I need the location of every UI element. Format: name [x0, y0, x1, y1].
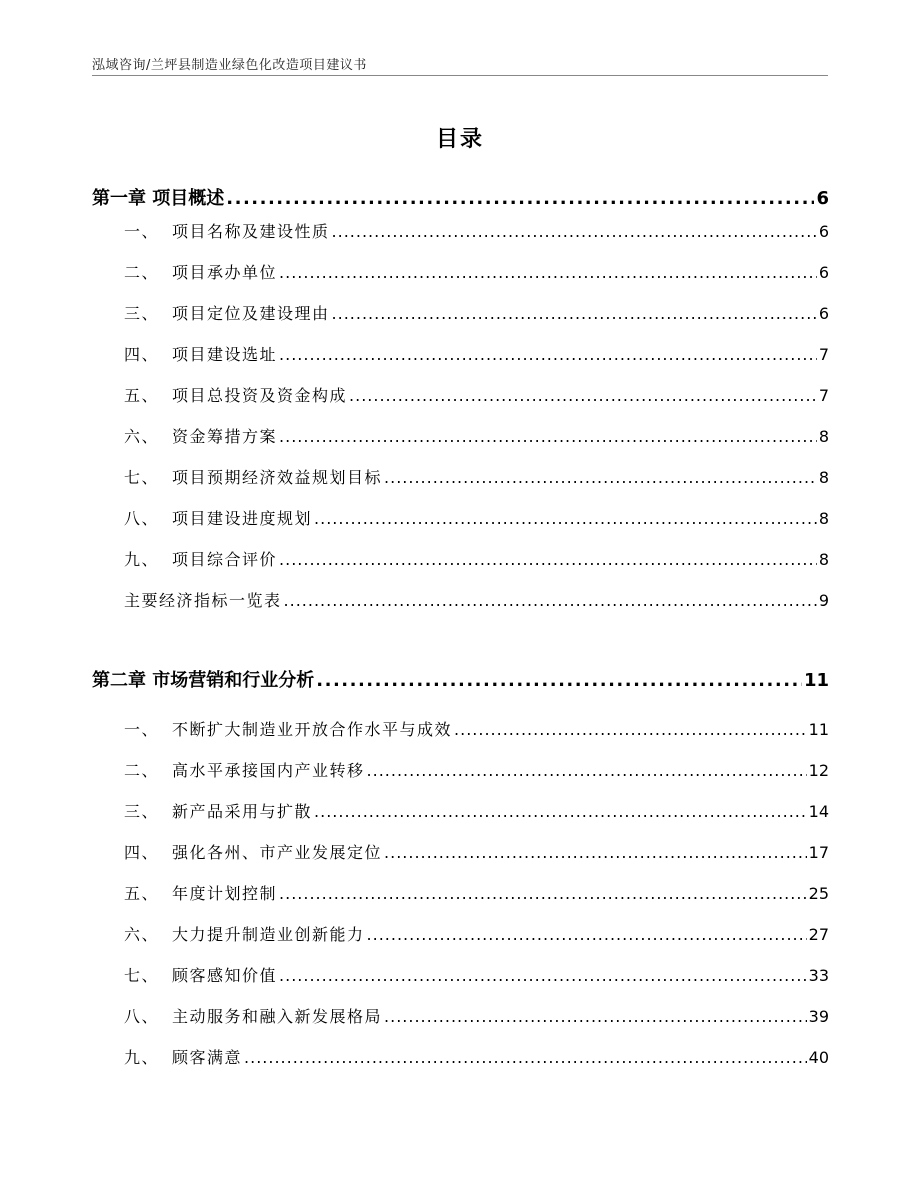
toc-entry[interactable] [92, 301, 829, 324]
toc-leader-dots [384, 843, 807, 862]
toc-entry-number: 四、 [124, 345, 160, 364]
toc-leader-dots [384, 468, 817, 487]
toc-chapter-title: 第一章 项目概述 [92, 188, 225, 209]
toc-page-number: 17 [808, 843, 829, 862]
toc-entry[interactable] [92, 424, 829, 447]
toc-leader-dots [279, 884, 807, 903]
toc-entry-number: 九、 [124, 550, 160, 569]
toc-entry-number: 八、 [124, 509, 160, 528]
header-divider [92, 75, 828, 76]
toc-leader-dots [367, 761, 807, 780]
toc-entry[interactable] [92, 881, 829, 904]
toc-leader-dots [332, 304, 817, 323]
toc-page-number: 12 [808, 761, 829, 780]
toc-entry-number: 九、 [124, 1048, 160, 1067]
toc-page-number: 8 [818, 509, 829, 528]
toc-entry-title: 资金筹措方案 [172, 427, 278, 446]
toc-entry[interactable] [92, 922, 829, 945]
toc-entry-title: 强化各州、市产业发展定位 [172, 843, 383, 862]
toc-leader-dots [279, 550, 817, 569]
running-header: 泓域咨询/兰坪县制造业绿色化改造项目建议书 [92, 58, 367, 73]
toc-entry-number: 七、 [124, 468, 160, 487]
toc-page-number: 33 [808, 966, 829, 985]
toc-entry-number: 八、 [124, 1007, 160, 1026]
toc-entry-number: 二、 [124, 263, 160, 282]
toc-entry-title: 新产品采用与扩散 [172, 802, 313, 821]
toc-entry-number: 一、 [124, 222, 160, 241]
page-title: 目录 [435, 127, 484, 152]
toc-entry[interactable] [92, 840, 829, 863]
toc-entry-title: 项目名称及建设性质 [172, 222, 330, 241]
toc-entry-title: 顾客满意 [172, 1048, 243, 1067]
toc-entry-title: 顾客感知价值 [172, 966, 278, 985]
toc-leader-dots [314, 509, 817, 528]
toc-page-number: 9 [818, 591, 829, 610]
toc-leader-dots [454, 720, 807, 739]
toc-entry-number: 三、 [124, 304, 160, 323]
toc-entry[interactable] [92, 465, 829, 488]
toc-leader-dots [314, 802, 807, 821]
toc-entry-title: 项目承办单位 [172, 263, 278, 282]
toc-leader-dots [284, 591, 817, 610]
toc-leader-dots [384, 1007, 807, 1026]
toc-entry[interactable] [92, 383, 829, 406]
toc-entry-title: 不断扩大制造业开放合作水平与成效 [172, 720, 453, 739]
toc-page-number: 11 [808, 720, 829, 739]
toc-page-number: 39 [808, 1007, 829, 1026]
toc-entry-number: 一、 [124, 720, 160, 739]
toc-leader-dots [279, 427, 817, 446]
toc-entry-title: 项目预期经济效益规划目标 [172, 468, 383, 487]
toc-leader-dots [279, 345, 817, 364]
toc-page-number: 14 [808, 802, 829, 821]
toc-entry[interactable] [92, 260, 829, 283]
toc-page-number: 8 [818, 468, 829, 487]
toc-entry-number: 二、 [124, 761, 160, 780]
toc-entry[interactable] [92, 799, 829, 822]
toc-leader-dots [316, 670, 802, 691]
toc-page-number: 6 [818, 304, 829, 323]
toc-entry-number: 四、 [124, 843, 160, 862]
toc-leader-dots [367, 925, 807, 944]
toc-entry[interactable] [92, 547, 829, 570]
toc-entry-title: 大力提升制造业创新能力 [172, 925, 365, 944]
toc-chapter-2[interactable] [92, 666, 829, 692]
toc-leader-dots [349, 386, 817, 405]
toc-page-number: 7 [818, 345, 829, 364]
toc-leader-dots [226, 188, 814, 209]
toc-page-number: 11 [803, 670, 829, 691]
toc-entry[interactable] [92, 1045, 829, 1068]
toc-entry[interactable] [92, 219, 829, 242]
toc-entry-title: 项目定位及建设理由 [172, 304, 330, 323]
toc-entry-number: 六、 [124, 427, 160, 446]
toc-entry-number: 七、 [124, 966, 160, 985]
toc-entry[interactable] [92, 1004, 829, 1027]
toc-entry[interactable] [92, 717, 829, 740]
toc-entry[interactable] [92, 758, 829, 781]
toc-entry-title: 高水平承接国内产业转移 [172, 761, 365, 780]
toc-entry-number: 六、 [124, 925, 160, 944]
toc-leader-dots [332, 222, 817, 241]
toc-entry-title: 项目建设选址 [172, 345, 278, 364]
toc-page-number: 27 [808, 925, 829, 944]
toc-entry-number: 五、 [124, 386, 160, 405]
toc-page-number: 7 [818, 386, 829, 405]
toc-chapter-title: 第二章 市场营销和行业分析 [92, 670, 315, 691]
toc-leader-dots [279, 263, 817, 282]
toc-entry-title: 项目总投资及资金构成 [172, 386, 348, 405]
toc-entry-title: 年度计划控制 [172, 884, 278, 903]
toc-leader-dots [244, 1048, 807, 1067]
toc-page-number: 25 [808, 884, 829, 903]
toc-leader-dots [279, 966, 807, 985]
toc-entry[interactable] [92, 588, 829, 611]
toc-page-number: 6 [816, 188, 829, 209]
toc-page-number: 40 [808, 1048, 829, 1067]
toc-entry-title: 主要经济指标一览表 [124, 591, 282, 610]
toc-page-number: 8 [818, 427, 829, 446]
toc-chapter-1[interactable] [92, 184, 829, 210]
toc-entry-number: 五、 [124, 884, 160, 903]
toc-entry-title: 项目建设进度规划 [172, 509, 313, 528]
toc-page-number: 6 [818, 222, 829, 241]
toc-page-number: 6 [818, 263, 829, 282]
toc-entry[interactable] [92, 506, 829, 529]
toc-page-number: 8 [818, 550, 829, 569]
toc-entry-number: 三、 [124, 802, 160, 821]
toc-entry-title: 项目综合评价 [172, 550, 278, 569]
toc-entry[interactable] [92, 342, 829, 365]
toc-entry[interactable] [92, 963, 829, 986]
toc-entry-title: 主动服务和融入新发展格局 [172, 1007, 383, 1026]
